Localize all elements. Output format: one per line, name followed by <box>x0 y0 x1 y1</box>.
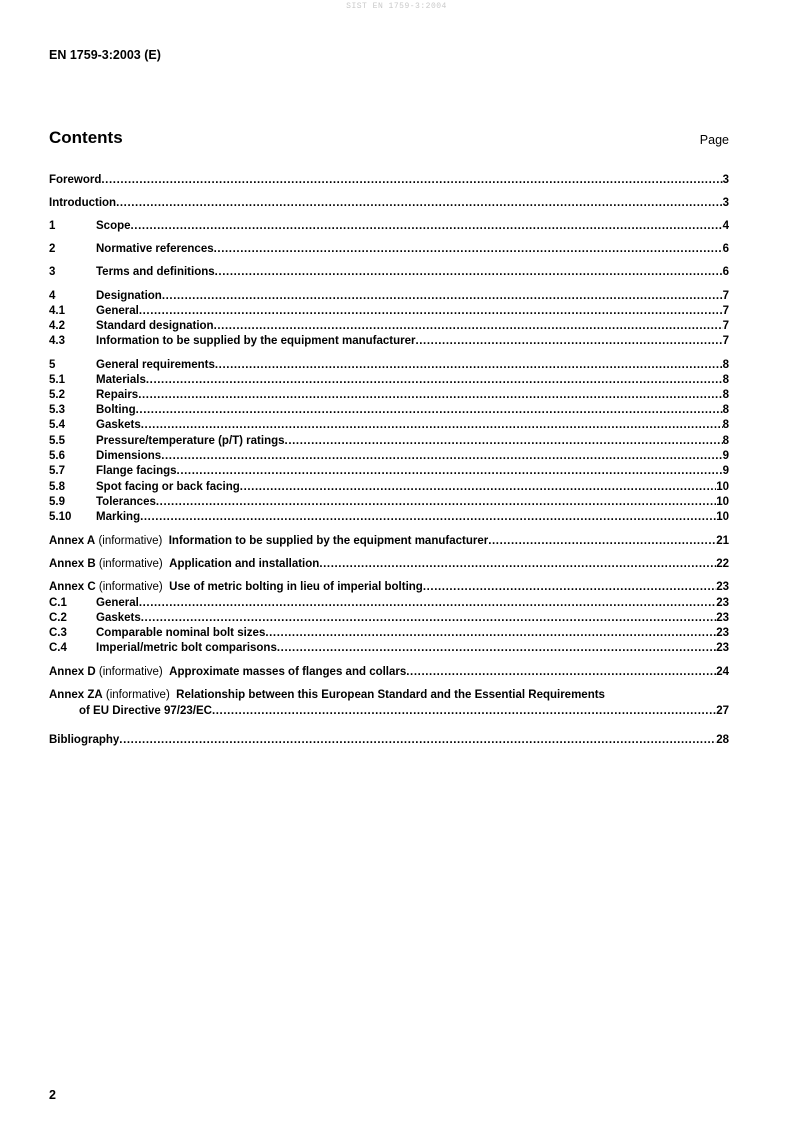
toc-entry-page: 23 <box>716 581 729 593</box>
toc-entry-title: Comparable nominal bolt sizes <box>96 627 266 639</box>
leader-dots <box>423 580 716 595</box>
toc-entry-4-3[interactable] <box>49 334 729 349</box>
toc-entry-annex-d[interactable] <box>49 665 729 680</box>
leader-dots <box>285 434 723 449</box>
toc-entry-title: Introduction <box>49 197 117 209</box>
toc-entry-title: Materials <box>96 374 146 386</box>
leader-dots <box>119 733 716 748</box>
leader-dots <box>240 480 716 495</box>
leader-dots <box>415 334 722 349</box>
toc-entry-title: Foreword <box>49 174 102 186</box>
toc-entry-title: Imperial/metric bolt comparisons <box>96 642 277 654</box>
toc-entry-title: Relationship between this European Standard and the Essential Requirements <box>176 689 605 701</box>
toc-entry-number: 5.9 <box>49 496 65 508</box>
leader-dots <box>488 534 716 549</box>
toc-entry-page: 4 <box>722 220 729 232</box>
toc-entry-page: 28 <box>716 734 729 746</box>
leader-dots <box>161 449 722 464</box>
toc-entry-title: Standard designation <box>96 320 214 332</box>
annex-label: Annex D (informative) <box>49 666 163 678</box>
toc-entry-number: 4.1 <box>49 305 65 317</box>
toc-entry-title: Tolerances <box>96 496 156 508</box>
toc-entry-number: 5.8 <box>49 481 65 493</box>
toc-entry-number: 4 <box>49 290 56 302</box>
toc-entry-number: 5.4 <box>49 419 65 431</box>
leader-dots <box>215 265 723 280</box>
toc-entry-page: 7 <box>722 305 729 317</box>
toc-entry-c-2[interactable] <box>49 611 729 626</box>
toc-entry-terms-and-definitions[interactable] <box>49 265 729 280</box>
toc-entry-title: Application and installation <box>169 558 320 570</box>
toc-entry-title: Dimensions <box>96 450 162 462</box>
toc-entry-title: General <box>96 305 139 317</box>
toc-entry-title: Repairs <box>96 389 139 401</box>
toc-entry-scope[interactable] <box>49 219 729 234</box>
toc-entry-number: 3 <box>49 266 56 278</box>
toc-entry-c-1[interactable] <box>49 596 729 611</box>
leader-dots <box>136 403 723 418</box>
toc-entry-title: Spot facing or back facing <box>96 481 240 493</box>
leader-dots <box>139 596 716 611</box>
toc-entry-5-9[interactable] <box>49 495 729 510</box>
toc-entry-general-requirements[interactable] <box>49 358 729 373</box>
toc-entry-page: 8 <box>722 389 729 401</box>
toc-entry-page: 8 <box>722 374 729 386</box>
toc-entry-5-4[interactable] <box>49 418 729 433</box>
toc-entry-page: 3 <box>722 197 729 209</box>
toc-entry-title: Designation <box>96 290 162 302</box>
annex-za-line-2 <box>49 704 729 719</box>
toc-entry-page: 9 <box>722 450 729 462</box>
toc-entry-title: Flange facings <box>96 465 177 477</box>
toc-entry-annex-b[interactable] <box>49 557 729 572</box>
leader-dots <box>162 289 723 304</box>
document-id: EN 1759-3:2003 (E) <box>49 48 161 62</box>
toc-entry-page: 21 <box>716 535 729 547</box>
toc-entry-title: Gaskets <box>96 419 141 431</box>
toc-entry-number: C.2 <box>49 612 67 624</box>
toc-entry-number: 5.5 <box>49 435 65 447</box>
toc-entry-page: 6 <box>722 266 729 278</box>
toc-entry-number: 5.10 <box>49 511 72 523</box>
toc-entry-page: 7 <box>722 290 729 302</box>
toc-entry-4-1[interactable] <box>49 304 729 319</box>
toc-entry-title: Information to be supplied by the equipment manufacturer <box>168 535 489 547</box>
toc-entry-title: Bibliography <box>49 734 120 746</box>
page-title: Contents <box>49 128 123 147</box>
leader-dots <box>116 196 723 211</box>
toc-entry-number: 5.3 <box>49 404 65 416</box>
toc-entry-number: 5.2 <box>49 389 65 401</box>
leader-dots <box>101 173 722 188</box>
toc-entry-title: General <box>96 597 139 609</box>
toc-entry-number: 5 <box>49 359 56 371</box>
toc-entry-page: 10 <box>716 496 729 508</box>
leader-dots <box>141 611 716 626</box>
toc-entry-page: 23 <box>716 642 729 654</box>
leader-dots <box>138 388 722 403</box>
toc-entry-number: C.4 <box>49 642 67 654</box>
toc-entry-page: 3 <box>722 174 729 186</box>
annex-za-line-1 <box>49 688 729 703</box>
toc-entry-page: 8 <box>722 435 729 447</box>
toc-entry-number: 5.6 <box>49 450 65 462</box>
toc-entry-title: Normative references <box>96 243 214 255</box>
leader-dots <box>215 358 723 373</box>
toc-entry-number: 1 <box>49 220 56 232</box>
toc-entry-page: 6 <box>722 243 729 255</box>
toc-entry-5-10[interactable] <box>49 510 729 525</box>
leader-dots <box>265 626 716 641</box>
toc-entry-page: 22 <box>716 558 729 570</box>
leader-dots <box>277 641 716 656</box>
toc-entry-title: Use of metric bolting in lieu of imperial bolting <box>169 581 423 593</box>
toc-entry-annex-c[interactable] <box>49 580 729 595</box>
toc-entry-page: 8 <box>722 404 729 416</box>
toc-entry-title: Bolting <box>96 404 136 416</box>
toc-entry-5-6[interactable] <box>49 449 729 464</box>
toc-entry-5-8[interactable] <box>49 480 729 495</box>
toc-entry-number: 5.7 <box>49 465 65 477</box>
toc-entry-page: 23 <box>716 612 729 624</box>
toc-entry-page: 7 <box>722 335 729 347</box>
leader-dots <box>406 665 716 680</box>
toc-entry-page: 24 <box>716 666 729 678</box>
leader-dots <box>139 304 723 319</box>
toc-entry-page: 8 <box>722 419 729 431</box>
leader-dots <box>140 510 716 525</box>
toc-entry-page: 23 <box>716 597 729 609</box>
toc-entry-number: 4.2 <box>49 320 65 332</box>
toc-entry-number: C.1 <box>49 597 67 609</box>
toc-entry-introduction[interactable] <box>49 196 729 211</box>
toc-entry-number: 2 <box>49 243 56 255</box>
toc-entry-page: 7 <box>722 320 729 332</box>
annex-label: Annex B (informative) <box>49 558 163 570</box>
toc-entry-designation[interactable] <box>49 289 729 304</box>
annex-label: Annex ZA (informative) <box>49 689 170 701</box>
leader-dots <box>156 495 716 510</box>
toc-entry-page: 10 <box>716 481 729 493</box>
toc-entry-number: 5.1 <box>49 374 65 386</box>
page-column-label: Page <box>699 133 729 147</box>
leader-dots <box>141 418 723 433</box>
toc-entry-title: Approximate masses of flanges and collars <box>169 666 407 678</box>
toc-entry-title: Gaskets <box>96 612 141 624</box>
toc-entry-title: Pressure/temperature (p/T) ratings <box>96 435 285 447</box>
toc-entry-5-7[interactable] <box>49 464 729 479</box>
toc-entry-title: Terms and definitions <box>96 266 215 278</box>
toc-entry-bibliography[interactable] <box>49 733 729 748</box>
leader-dots <box>212 704 716 719</box>
toc-entry-page: 8 <box>722 359 729 371</box>
toc-entry-title-cont: of EU Directive 97/23/EC <box>79 705 212 717</box>
toc-entry-c-4[interactable] <box>49 641 729 656</box>
annex-label: Annex A (informative) <box>49 535 163 547</box>
toc-entry-number: 4.3 <box>49 335 65 347</box>
leader-dots <box>319 557 716 572</box>
toc-entry-title: General requirements <box>96 359 215 371</box>
annex-label: Annex C (informative) <box>49 581 163 593</box>
toc-entry-5-5[interactable] <box>49 434 729 449</box>
toc-entry-page: 23 <box>716 627 729 639</box>
leader-dots <box>131 219 723 234</box>
toc-entry-normative-references[interactable] <box>49 242 729 257</box>
toc-entry-5-1[interactable] <box>49 373 729 388</box>
toc-entry-title: Scope <box>96 220 131 232</box>
watermark: SIST EN 1759-3:2004 <box>346 2 447 11</box>
toc-entry-annex-a[interactable] <box>49 534 729 549</box>
toc-entry-page: 9 <box>722 465 729 477</box>
toc-entry-number: C.3 <box>49 627 67 639</box>
leader-dots <box>214 242 723 257</box>
toc-entry-page: 10 <box>716 511 729 523</box>
toc-entry-page: 27 <box>716 705 729 717</box>
toc-entry-title: Information to be supplied by the equipment manufacturer <box>96 335 416 347</box>
footer-page-number: 2 <box>49 1088 56 1102</box>
toc-entry-4-2[interactable] <box>49 319 729 334</box>
toc-entry-foreword[interactable] <box>49 173 729 188</box>
toc-entry-5-3[interactable] <box>49 403 729 418</box>
leader-dots <box>177 464 723 479</box>
leader-dots <box>214 319 723 334</box>
toc-entry-title: Marking <box>96 511 141 523</box>
toc-entry-5-2[interactable] <box>49 388 729 403</box>
toc-entry-c-3[interactable] <box>49 626 729 641</box>
leader-dots <box>146 373 723 388</box>
